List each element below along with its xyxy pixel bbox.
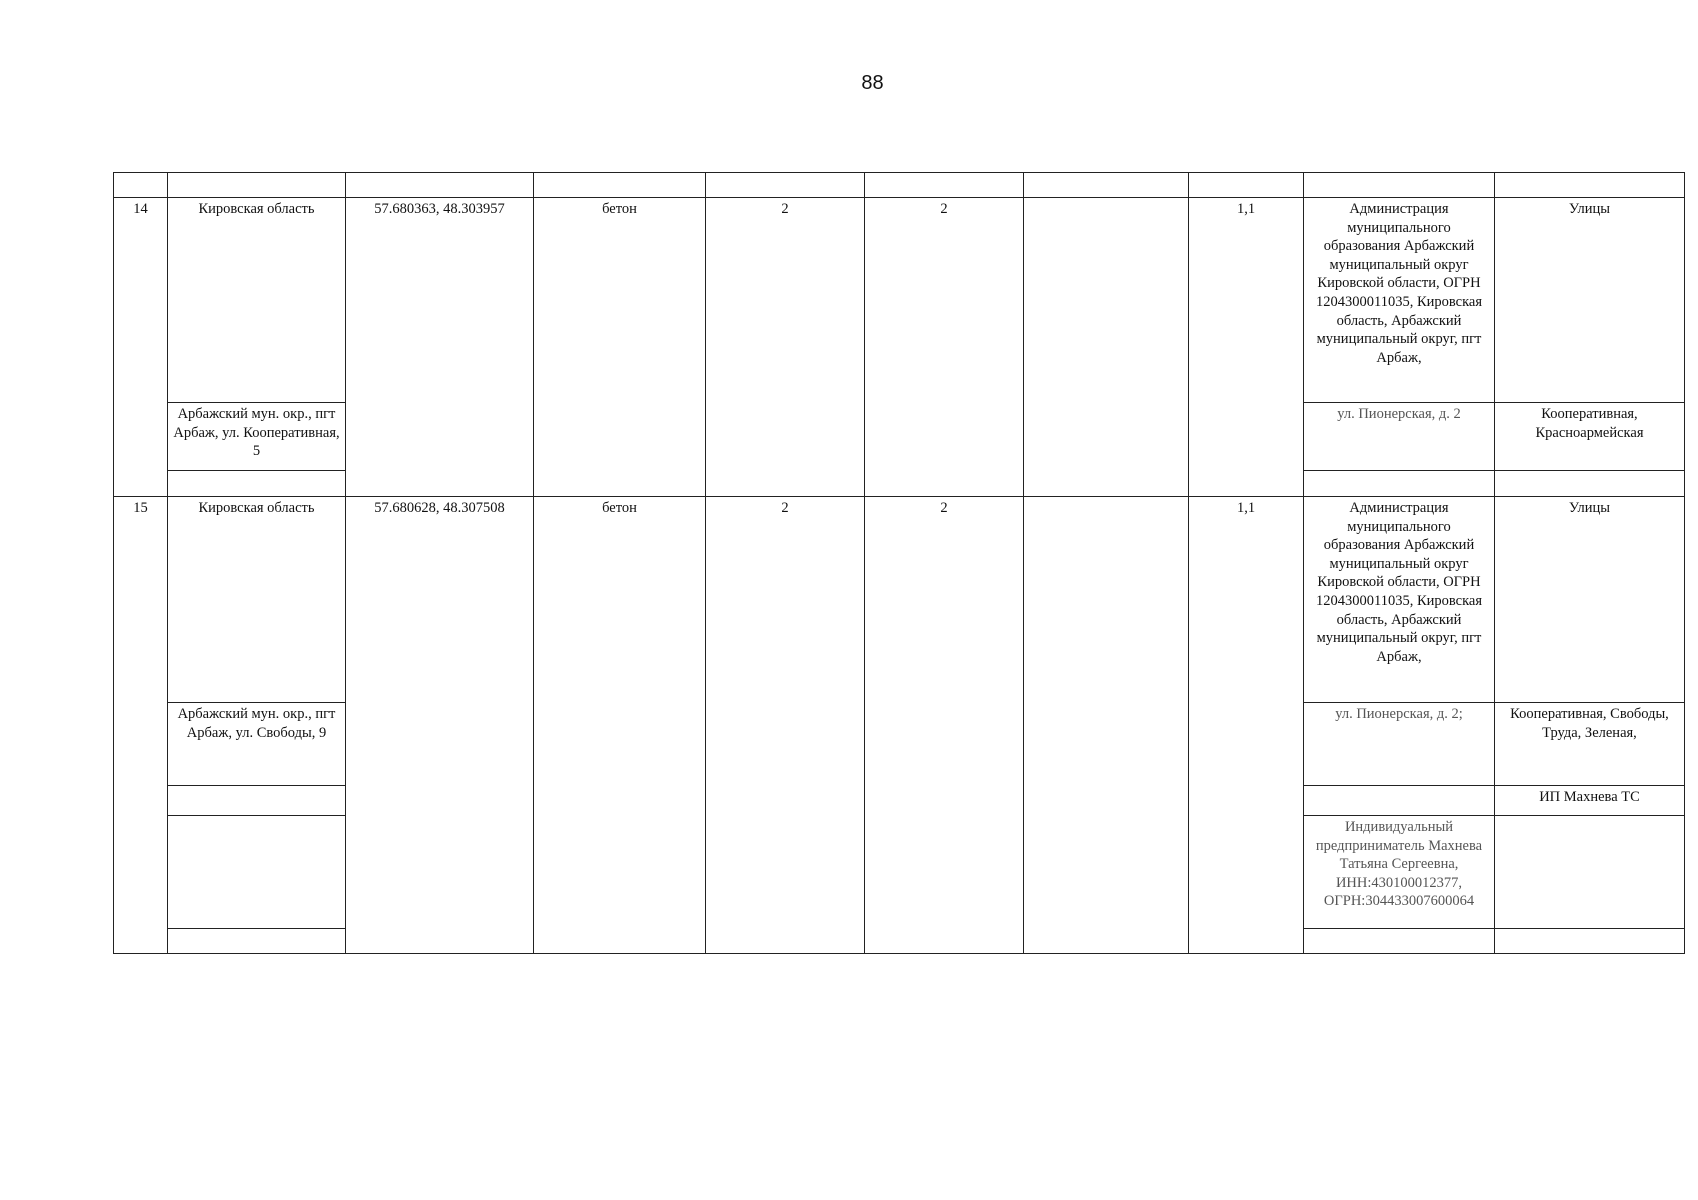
spacer-cell: [1495, 471, 1685, 497]
extra-served-cell: ИП Махнева ТС: [1495, 786, 1685, 816]
served-label-cell: Улицы: [1495, 497, 1685, 703]
value-cell-3: [1024, 497, 1189, 954]
spacer-cell: [1495, 929, 1685, 954]
header-cell: [1495, 173, 1685, 198]
region-cell: Кировская область: [168, 497, 346, 703]
coordinates-cell: 57.680363, 48.303957: [346, 198, 534, 497]
spacer-cell: [1304, 786, 1495, 816]
header-cell: [865, 173, 1024, 198]
served-streets-cell: Кооперативная, Красноармейская: [1495, 403, 1685, 471]
header-cell: [1304, 173, 1495, 198]
served-streets-cell: Кооперативная, Свободы, Труда, Зеленая,: [1495, 703, 1685, 786]
spacer-cell: [168, 929, 346, 954]
value-cell-2: 2: [865, 198, 1024, 497]
header-cell: [1189, 173, 1304, 198]
owner-cell: Администрация муниципального образования Арбажский муниципальный округ Кировской области, ОГРН 1204300011035, Кировская область, Арбажский муниципальный округ, пгт Арбаж,: [1304, 198, 1495, 403]
surface-cell: бетон: [534, 497, 706, 954]
extra-owner-cell: Индивидуальный предприниматель Махнева Татьяна Сергеевна, ИНН:430100012377, ОГРН:304433007600064: [1304, 816, 1495, 929]
table-row: [114, 497, 1685, 703]
header-cell: [1024, 173, 1189, 198]
row-number: 14: [114, 198, 168, 497]
header-cell: [114, 173, 168, 198]
owner-street-cell: ул. Пионерская, д. 2;: [1304, 703, 1495, 786]
spacer-cell: [168, 816, 346, 929]
table-row: [114, 198, 1685, 403]
header-cell: [534, 173, 706, 198]
row-number: 15: [114, 497, 168, 954]
page-number: 88: [861, 72, 884, 94]
address-cell: Арбажский мун. окр., пгт Арбаж, ул. Свободы, 9: [168, 703, 346, 786]
surface-cell: бетон: [534, 198, 706, 497]
value-cell-1: 2: [706, 198, 865, 497]
spacer-cell: [168, 471, 346, 497]
header-cell: [346, 173, 534, 198]
table-header-row: [114, 173, 1685, 198]
served-label-cell: Улицы: [1495, 198, 1685, 403]
registry-table: [113, 172, 1685, 954]
region-cell: Кировская область: [168, 198, 346, 403]
area-cell: 1,1: [1189, 198, 1304, 497]
coordinates-cell: 57.680628, 48.307508: [346, 497, 534, 954]
owner-cell: Администрация муниципального образования Арбажский муниципальный округ Кировской области, ОГРН 1204300011035, Кировская область, Арбажский муниципальный округ, пгт Арбаж,: [1304, 497, 1495, 703]
value-cell-3: [1024, 198, 1189, 497]
address-cell: Арбажский мун. окр., пгт Арбаж, ул. Кооперативная, 5: [168, 403, 346, 471]
owner-street-cell: ул. Пионерская, д. 2: [1304, 403, 1495, 471]
area-cell: 1,1: [1189, 497, 1304, 954]
header-cell: [168, 173, 346, 198]
spacer-cell: [168, 786, 346, 816]
value-cell-1: 2: [706, 497, 865, 954]
header-cell: [706, 173, 865, 198]
spacer-cell: [1495, 816, 1685, 929]
spacer-cell: [1304, 471, 1495, 497]
spacer-cell: [1304, 929, 1495, 954]
value-cell-2: 2: [865, 497, 1024, 954]
